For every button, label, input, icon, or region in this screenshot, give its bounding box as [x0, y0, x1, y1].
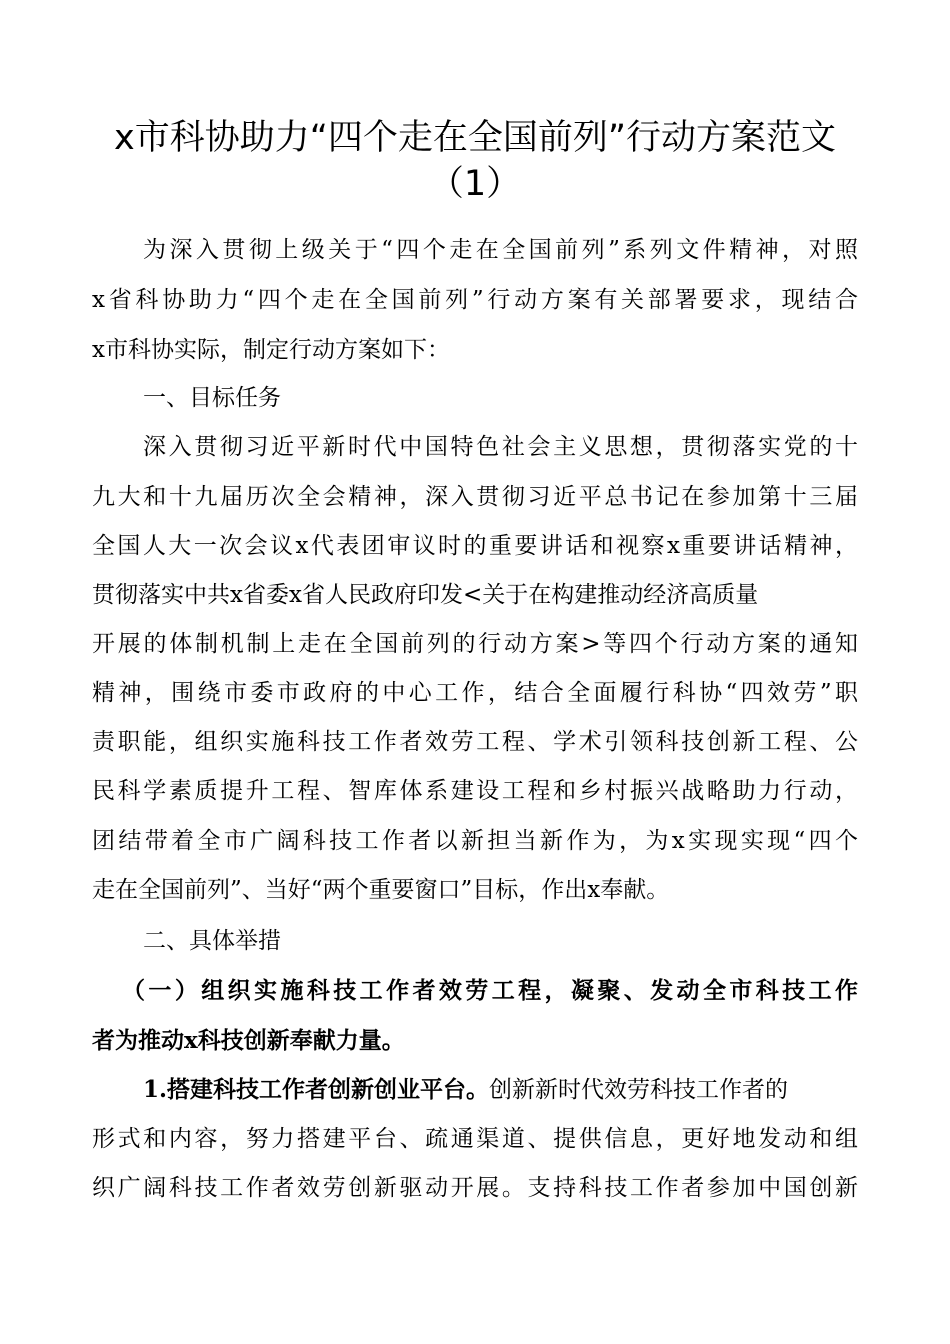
body-line: 织广阔科技工作者效劳创新驱动开展。支持科技工作者参加中国创新: [92, 1175, 858, 1201]
intro-line: x市科协实际，制定行动方案如下：: [92, 337, 450, 363]
body-line: 全国人大一次会议x代表团审议时的重要讲话和视察x重要讲话精神，: [92, 533, 858, 559]
intro-line: x省科协助力“四个走在全国前列”行动方案有关部署要求，现结合: [92, 287, 858, 313]
section-heading-measures: 二、具体举措: [143, 928, 281, 954]
body-line: 九大和十九届历次全会精神，深入贯彻习近平总书记在参加第十三届: [92, 484, 858, 510]
intro-line: 为深入贯彻上级关于“四个走在全国前列”系列文件精神，对照: [143, 237, 858, 263]
subsection-heading: 者为推动x科技创新奉献力量。: [92, 1027, 405, 1054]
item-line: [143, 1075, 858, 1105]
document-title: x市科协助力“四个走在全国前列”行动方案范文: [114, 118, 836, 158]
body-line: 走在全国前列”、当好“两个重要窗口”目标，作出x奉献。: [92, 877, 670, 903]
body-line: 贯彻落实中共x省委x省人民政府印发<关于在构建推动经济高质量: [92, 582, 759, 608]
body-line: 深入贯彻习近平新时代中国特色社会主义思想，贯彻落实党的十: [143, 434, 858, 460]
body-line: 团结带着全市广阔科技工作者以新担当新作为，为x实现实现“四个: [92, 828, 858, 854]
document-title-number: （1）: [428, 164, 522, 204]
item-lead: 1.搭建科技工作者创新创业平台。: [143, 1076, 490, 1103]
item-text: 创新新时代效劳科技工作者的: [489, 1077, 789, 1103]
body-line: 形式和内容，努力搭建平台、疏通渠道、提供信息，更好地发动和组: [92, 1126, 858, 1152]
section-heading-goals: 一、目标任务: [143, 385, 281, 411]
body-line: 民科学素质提升工程、智库体系建设工程和乡村振兴战略助力行动，: [92, 778, 858, 804]
body-line: 开展的体制机制上走在全国前列的行动方案>等四个行动方案的通知: [92, 631, 858, 657]
body-line: 责职能，组织实施科技工作者效劳工程、学术引领科技创新工程、公: [92, 729, 858, 755]
body-line: 精神，围绕市委市政府的中心工作，结合全面履行科协“四效劳”职: [92, 680, 858, 706]
subsection-heading: （一）组织实施科技工作者效劳工程，凝聚、发动全市科技工作: [122, 977, 858, 1004]
